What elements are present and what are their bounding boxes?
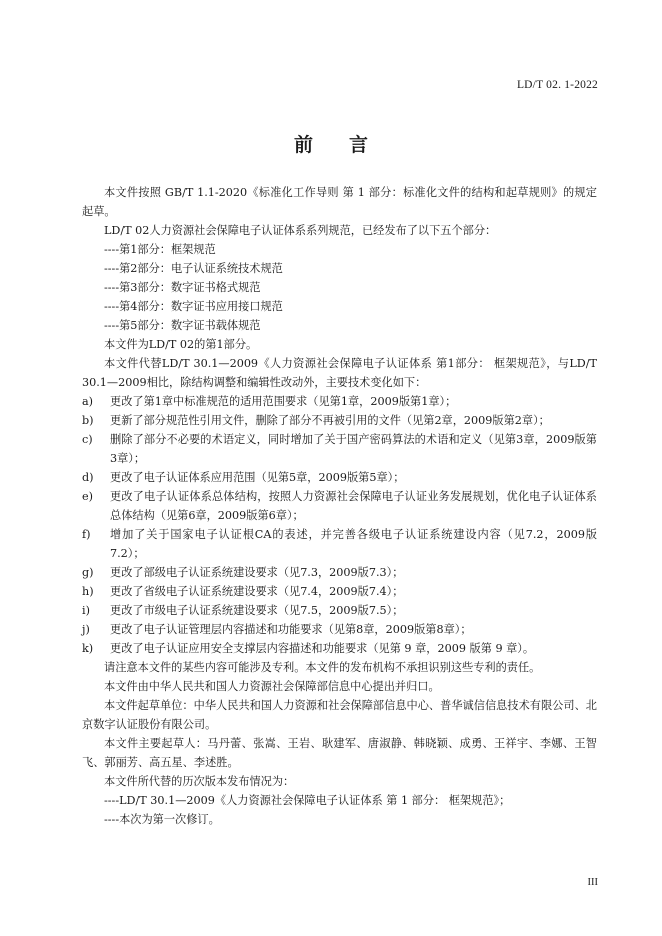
change-text: 更改了电子认证管理层内容描述和功能要求（见第8章，2009版第8章）； bbox=[110, 623, 472, 636]
intro-paragraph: 本文件按照 GB/T 1.1-2020《标准化工作导则 第 1 部分：标准化文件的结构和起草规则》的规定起草。 bbox=[82, 186, 597, 218]
change-text: 删除了部分不必要的术语定义，同时增加了关于国产密码算法的术语和定义（见第3章，2009版第3章）； bbox=[110, 433, 597, 465]
proposer-paragraph: 本文件由中华人民共和国人力资源社会保障部信息中心提出并归口。 bbox=[104, 680, 440, 693]
change-text: 更改了第1章中标准规范的适用范围要求（见第1章，2009版第1章）； bbox=[110, 395, 457, 408]
change-label: f) bbox=[82, 528, 91, 541]
history-item: ----LD/T 30.1—2009《人力资源社会保障电子认证体系 第 1 部分： 框架规范》； bbox=[104, 794, 511, 807]
change-item bbox=[82, 525, 597, 563]
change-label: i) bbox=[82, 604, 90, 617]
document-code: LD/T 02. 1-2022 bbox=[516, 79, 598, 91]
change-item bbox=[82, 620, 597, 639]
replace-paragraph: 本文件代替LD/T 30.1—2009《人力资源社会保障电子认证体系 第1部分： 框架规范》，与LD/T 30.1—2009相比，除结构调整和编辑性改动外，主要技术变化如下： bbox=[82, 357, 597, 389]
part-list-item: ----第5部分：数字证书载体规范 bbox=[104, 319, 261, 332]
history-item: ----本次为第一次修订。 bbox=[104, 813, 220, 826]
change-text: 更改了电子认证体系总体结构，按照人力资源社会保障电子认证业务发展规划，优化电子认证体系总体结构（见第6章，2009版第6章）； bbox=[110, 490, 597, 522]
change-item bbox=[82, 582, 597, 601]
change-item bbox=[82, 487, 597, 525]
change-label: e) bbox=[82, 490, 93, 503]
change-label: g) bbox=[82, 566, 94, 579]
change-text: 增加了关于国家电子认证根CA的表述，并完善各级电子认证系统建设内容（见7.2，2009版7.2）； bbox=[110, 528, 597, 560]
page-title: 前言 bbox=[293, 134, 404, 156]
change-item bbox=[82, 468, 597, 487]
change-text: 更新了部分规范性引用文件，删除了部分不再被引用的文件（见第2章，2009版第2章）； bbox=[110, 414, 550, 427]
page-number: III bbox=[587, 877, 598, 888]
drafters-paragraph: 本文件主要起草人：马丹蕾、张嵩、王岩、耿建军、唐淑静、韩晓颖、成勇、王祥宇、李娜、王智飞、郭丽芳、高五星、李述胜。 bbox=[82, 737, 597, 769]
change-label: b) bbox=[82, 414, 94, 427]
history-intro-paragraph: 本文件所代替的历次版本发布情况为： bbox=[104, 775, 295, 788]
change-text: 更改了市级电子认证系统建设要求（见7.5，2009版7.5）； bbox=[110, 604, 404, 617]
change-text: 更改了省级电子认证系统建设要求（见7.4，2009版7.4）； bbox=[110, 585, 404, 598]
drafting-units-paragraph: 本文件起草单位：中华人民共和国人力资源和社会保障部信息中心、普华诚信信息技术有限公司、北京数字认证股份有限公司。 bbox=[82, 699, 597, 731]
part-list-item: ----第3部分：数字证书格式规范 bbox=[104, 281, 261, 294]
change-item bbox=[82, 639, 597, 658]
change-label: k) bbox=[82, 642, 94, 655]
intro-paragraph: LD/T 02人力资源社会保障电子认证体系系列规范，已经发布了以下五个部分： bbox=[104, 224, 497, 237]
patent-notice: 请注意本文件的某些内容可能涉及专利。本文件的发布机构不承担识别这些专利的责任。 bbox=[104, 661, 541, 674]
part-list-item: ----第4部分：数字证书应用接口规范 bbox=[104, 300, 283, 313]
part-list-item: ----第2部分：电子认证系统技术规范 bbox=[104, 262, 283, 275]
change-text: 更改了电子认证体系应用范围（见第5章，2009版第5章）； bbox=[110, 471, 405, 484]
change-item bbox=[82, 392, 597, 411]
change-text: 更改了部级电子认证系统建设要求（见7.3，2009版7.3）； bbox=[110, 566, 404, 579]
change-item bbox=[82, 563, 597, 582]
change-label: j) bbox=[82, 623, 90, 636]
change-item bbox=[82, 601, 597, 620]
change-label: h) bbox=[82, 585, 94, 598]
change-item bbox=[82, 430, 597, 468]
change-label: d) bbox=[82, 471, 94, 484]
change-label: a) bbox=[82, 395, 94, 408]
change-label: c) bbox=[82, 433, 93, 446]
this-part-paragraph: 本文件为LD/T 02的第1部分。 bbox=[104, 338, 258, 351]
change-item bbox=[82, 411, 597, 430]
part-list-item: ----第1部分：框架规范 bbox=[104, 243, 216, 256]
change-text: 更改了电子认证应用安全支撑层内容描述和功能要求（见第 9 章，2009 版第 9 章）。 bbox=[110, 642, 535, 655]
document-body bbox=[82, 183, 597, 829]
